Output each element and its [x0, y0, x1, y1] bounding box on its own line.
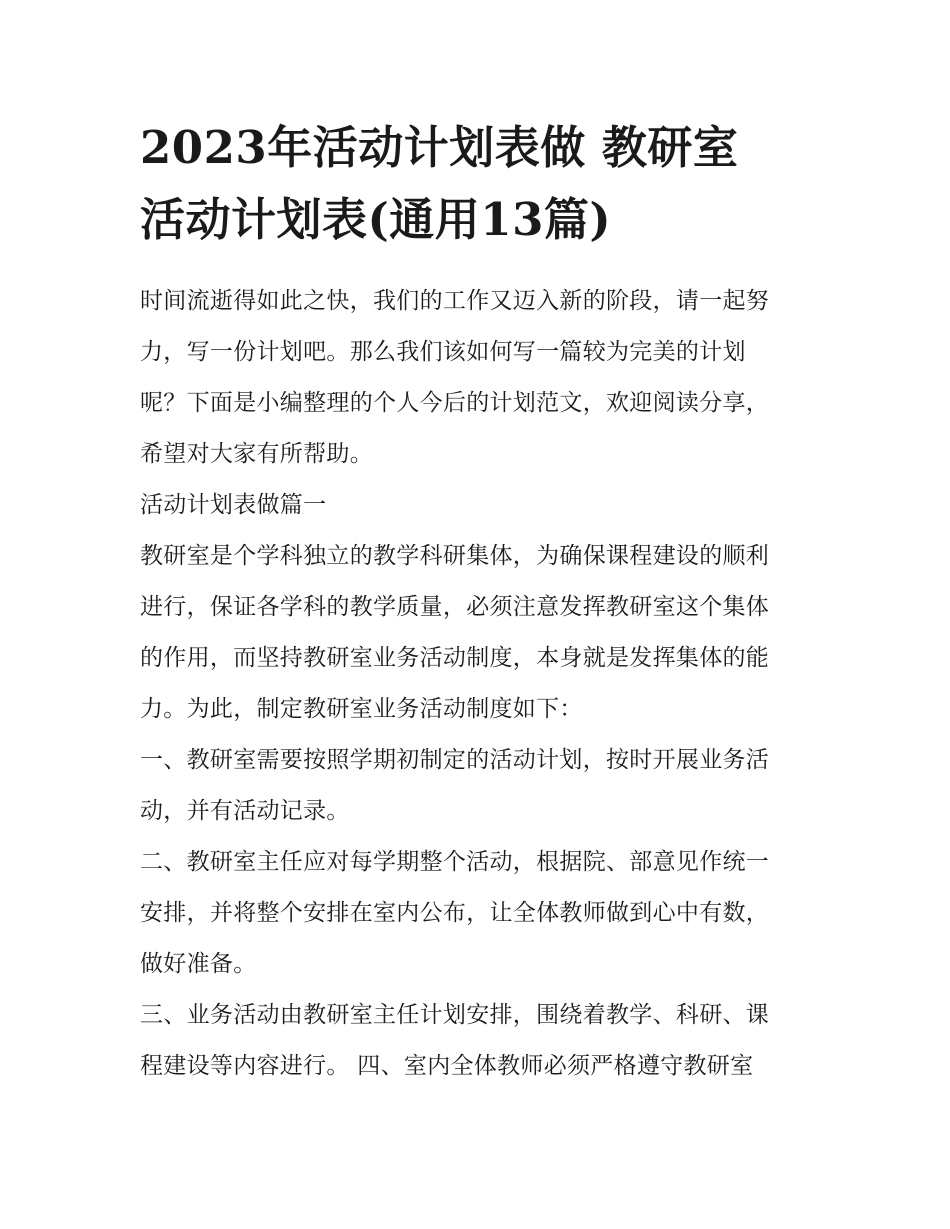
rule-1-line: 一、教研室需要按照学期初制定的活动计划，按时开展业务活 — [140, 747, 770, 773]
rule-2-line: 二、教研室主任应对每学期整个活动，根据院、部意见作统一 — [140, 849, 770, 875]
rule-3-4-line: 程建设等内容进行。 四、室内全体教师必须严格遵守教研室 — [140, 1053, 754, 1079]
body-line: 的作用，而坚持教研室业务活动制度，本身就是发挥集体的能 — [140, 645, 770, 671]
intro-line: 希望对大家有所帮助。 — [140, 441, 373, 467]
rule-3-line: 三、业务活动由教研室主任计划安排，围绕着教学、科研、课 — [140, 1002, 770, 1028]
intro-line: 力，写一份计划吧。那么我们该如何写一篇较为完美的计划 — [140, 339, 746, 365]
rule-2-line: 安排，并将整个安排在室内公布，让全体教师做到心中有数， — [140, 900, 770, 926]
document-body — [140, 276, 820, 1092]
body-line: 进行，保证各学科的教学质量，必须注意发挥教研室这个集体 — [140, 594, 770, 620]
body-line: 力。为此，制定教研室业务活动制度如下： — [140, 696, 583, 722]
document-title — [140, 112, 820, 256]
title-line-1: 2023年活动计划表做 教研室 — [140, 121, 739, 174]
section-heading: 活动计划表做篇一 — [140, 492, 327, 518]
intro-line: 呢？下面是小编整理的个人今后的计划范文，欢迎阅读分享， — [140, 390, 770, 416]
title-line-2: 活动计划表(通用13篇) — [140, 193, 612, 246]
rule-2-line: 做好准备。 — [140, 951, 257, 977]
rule-1-line: 动，并有活动记录。 — [140, 798, 350, 824]
body-line: 教研室是个学科独立的教学科研集体，为确保课程建设的顺利 — [140, 543, 770, 569]
intro-line: 时间流逝得如此之快，我们的工作又迈入新的阶段，请一起努 — [140, 288, 770, 314]
